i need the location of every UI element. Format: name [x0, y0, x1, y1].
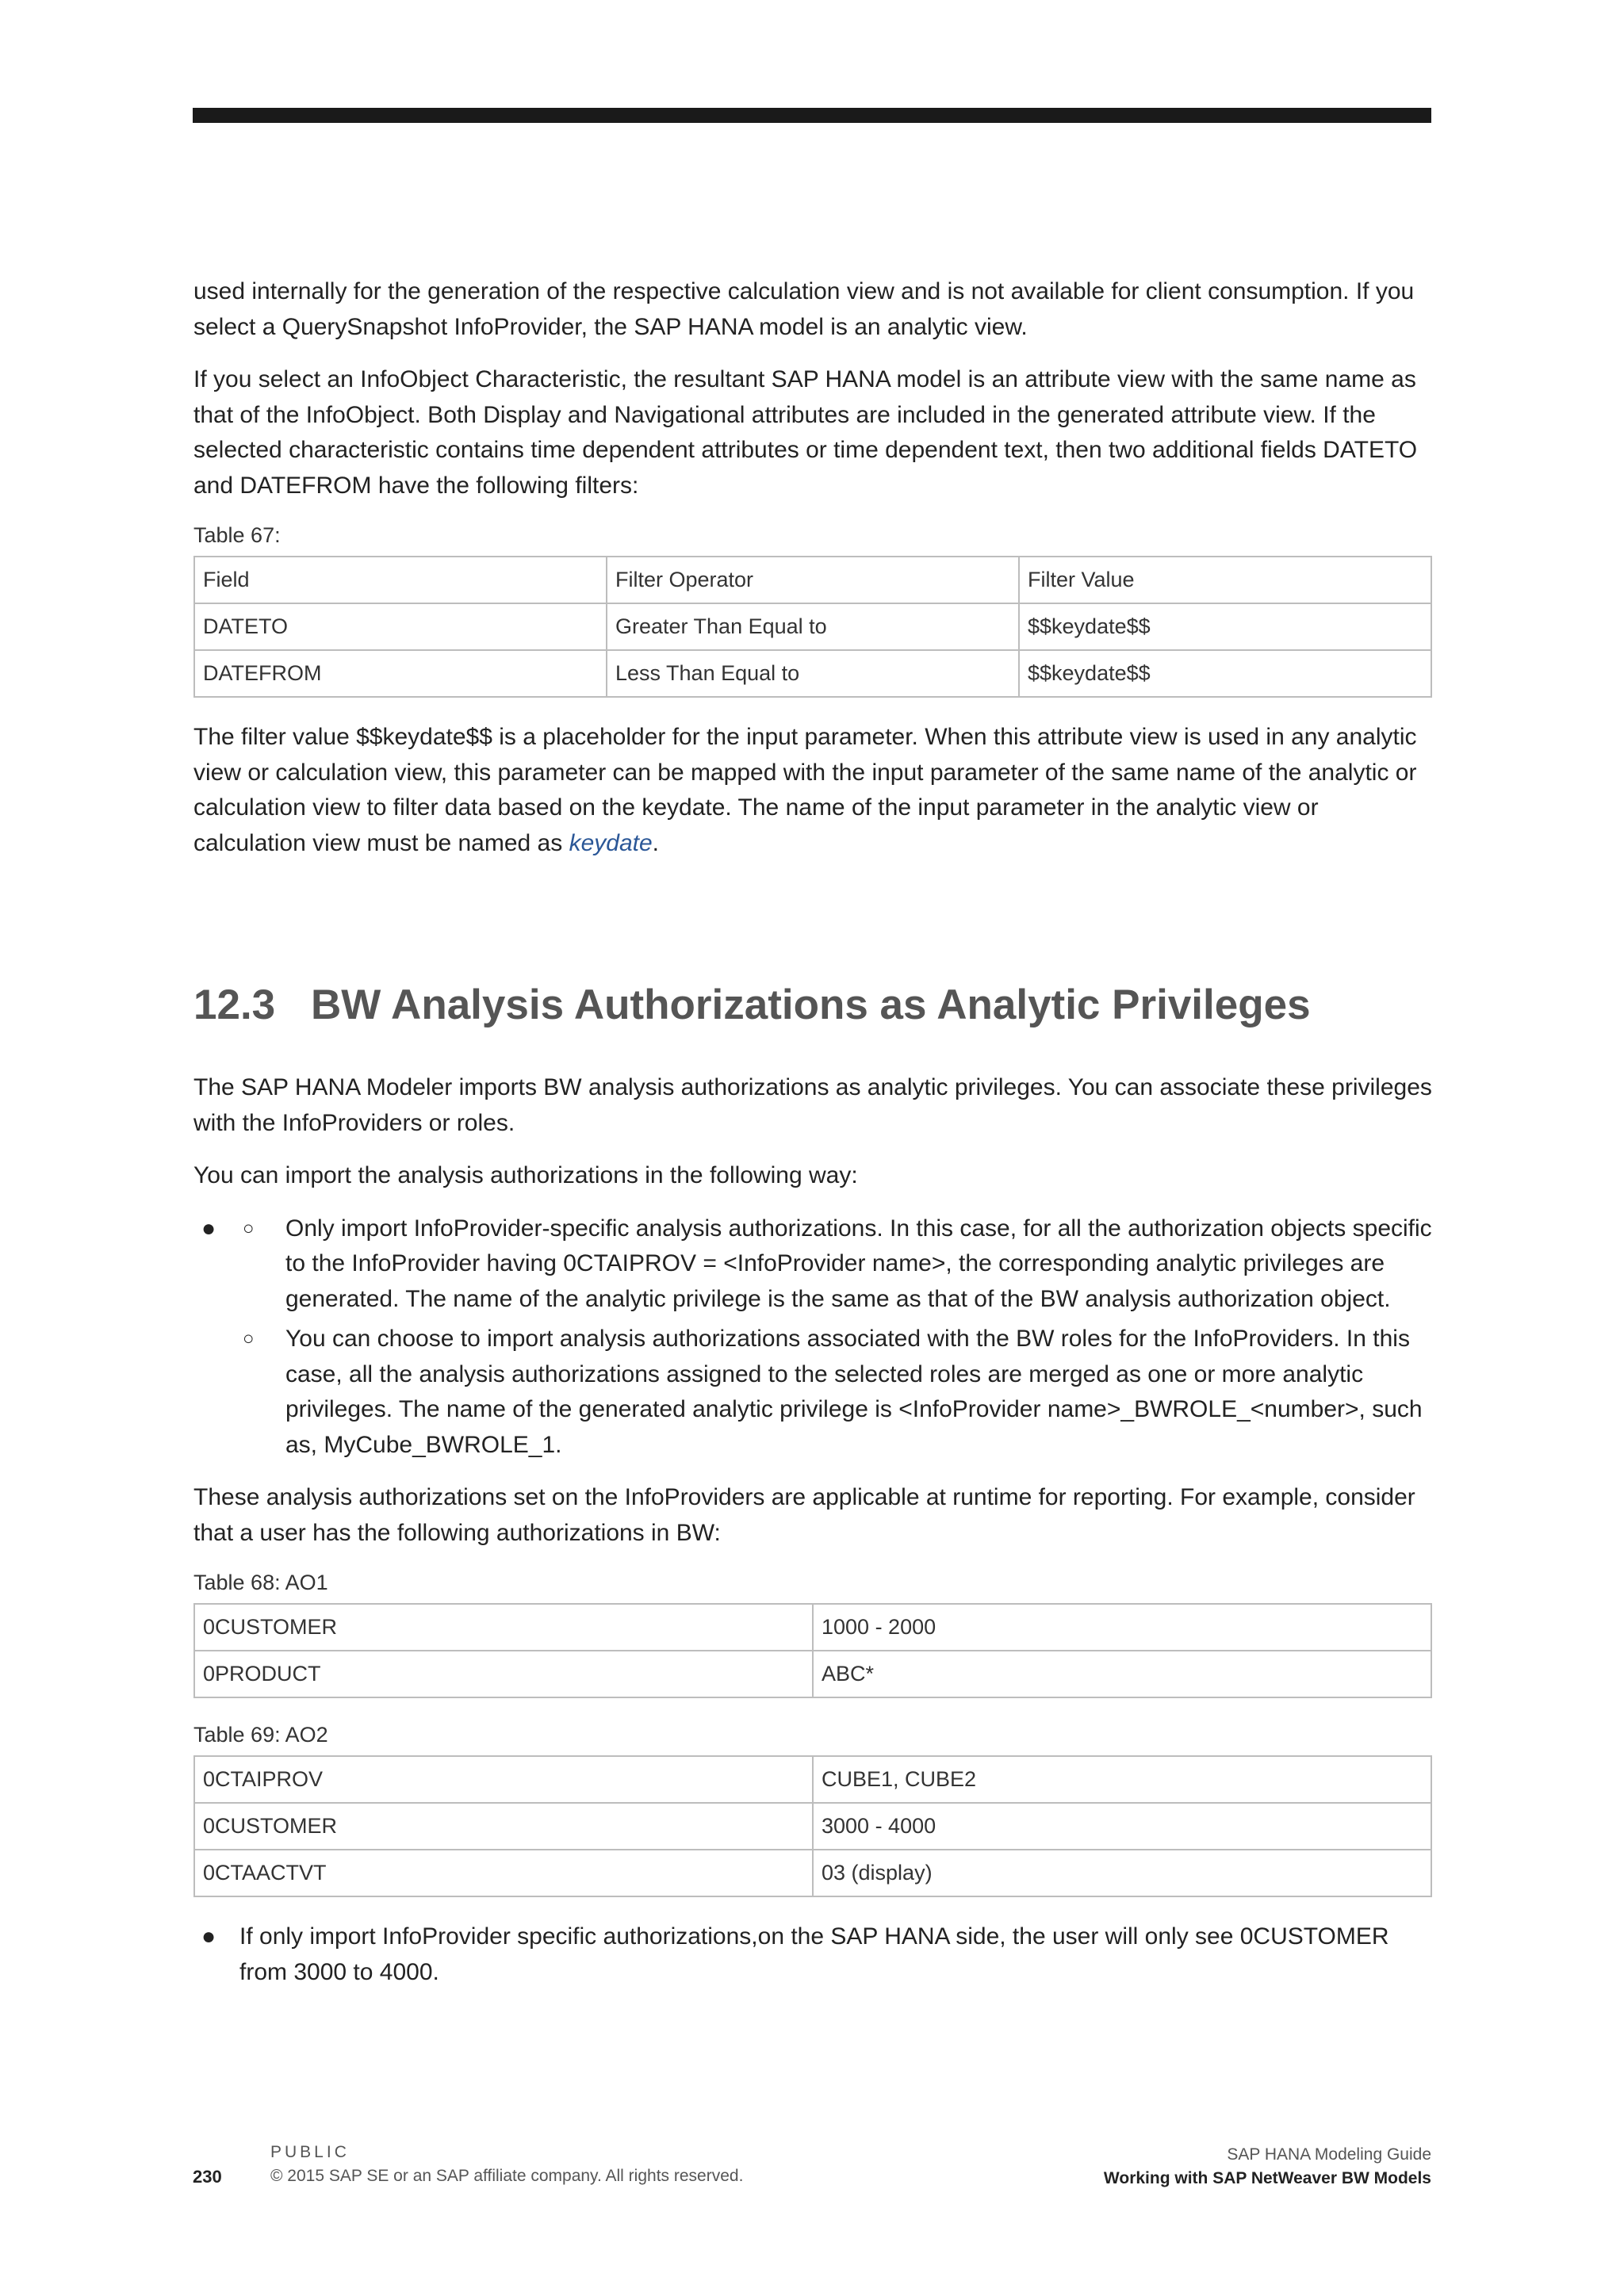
- table-68: [193, 1603, 1432, 1698]
- section-paragraph-2: You can import the analysis authorizations in the following way:: [193, 1162, 858, 1188]
- table-cell: ABC*: [813, 1651, 1431, 1697]
- circle-bullet-icon: ○: [243, 1328, 255, 1349]
- table-cell: Less Than Equal to: [607, 650, 1019, 697]
- circle-bullet-icon: ○: [243, 1217, 255, 1239]
- intro-paragraph-2: If you select an InfoObject Characteristic, the resultant SAP HANA model is an attribute view with the same name as that of the InfoObject. Both Display and Navigational attributes are included in the generated attribute view. If the selected characteristic contains time dependent attributes or time dependent text, then two additional fields DATETO and DATEFROM have the following filters:: [193, 366, 1418, 499]
- table-row: [194, 1803, 1431, 1850]
- table-cell: 0CTAIPROV: [194, 1756, 813, 1803]
- final-list-item: [193, 1919, 1432, 1990]
- filter-note-paragraph: [193, 720, 1432, 861]
- table-cell: 0CUSTOMER: [194, 1604, 813, 1651]
- table-row: [194, 603, 1431, 650]
- section-paragraph-1: The SAP HANA Modeler imports BW analysis authorizations as analytic privileges. You can associate these privileges with the InfoProviders or roles.: [193, 1074, 1432, 1136]
- list-item-text: You can choose to import analysis authorizations associated with the BW roles for the InfoProviders. In this case, all the analysis authorizations assigned to the selected roles are merged as one or more analytic privileges. The name of the generated analytic privilege is <InfoProvider name>_BWROLE_<number>, such as, MyCube_BWROLE_1.: [285, 1326, 1423, 1458]
- bullet-icon: ●: [201, 1923, 216, 1950]
- list-item-text: If only import InfoProvider specific authorizations,on the SAP HANA side, the user will only see 0CUSTOMER from 3000 to 4000.: [239, 1923, 1389, 1985]
- table-cell: DATETO: [194, 603, 607, 650]
- list-item-text: Only import InfoProvider-specific analysis authorizations. In this case, for all the authorization objects specific to the InfoProvider having 0CTAIPROV = <InfoProvider name>, the corresponding analytic privileges are generated. The name of the analytic privilege is the same as that of the BW analysis authorization object.: [285, 1215, 1432, 1312]
- table-header-cell: Field: [194, 557, 607, 603]
- table-cell: Greater Than Equal to: [607, 603, 1019, 650]
- table-67-caption: Table 67:: [193, 523, 281, 547]
- header-rule: [193, 108, 1431, 123]
- table-cell: 0CUSTOMER: [194, 1803, 813, 1850]
- filter-note-text: The filter value $$keydate$$ is a placeholder for the input parameter. When this attribute view is used in any analytic view or calculation view, this parameter can be mapped with the input parameter of the same name of the analytic or calculation view to filter data based on the keydate. The name of the input parameter in the analytic view or calculation view must be named as: [193, 724, 1417, 856]
- keydate-link[interactable]: keydate: [569, 829, 653, 856]
- table-cell: 3000 - 4000: [813, 1803, 1431, 1850]
- bullet-icon: ●: [201, 1215, 216, 1242]
- table-row: [194, 1756, 1431, 1803]
- footer-right: [1104, 2143, 1431, 2191]
- table-cell: DATEFROM: [194, 650, 607, 697]
- table-cell: 0CTAACTVT: [194, 1850, 813, 1896]
- section-number: 12.3: [193, 982, 276, 1028]
- table-69: [193, 1755, 1432, 1897]
- copyright: © 2015 SAP SE or an SAP affiliate company. All rights reserved.: [270, 2167, 744, 2185]
- section-heading: [193, 980, 1432, 1031]
- intro-paragraph-1: used internally for the generation of the respective calculation view and is not available for client consumption. If you select a QuerySnapshot InfoProvider, the SAP HANA model is an analytic view.: [193, 278, 1415, 340]
- table-cell: $$keydate$$: [1019, 650, 1431, 697]
- table-cell: 1000 - 2000: [813, 1604, 1431, 1651]
- section-title: BW Analysis Authorizations as Analytic Privileges: [311, 982, 1311, 1028]
- table-header-cell: Filter Value: [1019, 557, 1431, 603]
- table-header-cell: Filter Operator: [607, 557, 1019, 603]
- list-item: [193, 1322, 1432, 1463]
- table-row: [194, 650, 1431, 697]
- table-header-row: [194, 557, 1431, 603]
- table-row: [194, 1604, 1431, 1651]
- page-content: [193, 274, 1432, 1990]
- table-row: [194, 1651, 1431, 1697]
- table-row: [194, 1850, 1431, 1896]
- guide-title: SAP HANA Modeling Guide: [1227, 2145, 1431, 2164]
- table-cell: 03 (display): [813, 1850, 1431, 1896]
- table-68-caption: Table 68: AO1: [193, 1571, 328, 1594]
- table-cell: $$keydate$$: [1019, 603, 1431, 650]
- table-cell: 0PRODUCT: [194, 1651, 813, 1697]
- table-67: [193, 556, 1432, 698]
- classification-label: PUBLIC: [270, 2143, 350, 2161]
- page-number: 230: [193, 2167, 222, 2187]
- section-paragraph-3: These analysis authorizations set on the InfoProviders are applicable at runtime for reporting. For example, consider that a user has the following authorizations in BW:: [193, 1484, 1415, 1546]
- filter-note-end: .: [652, 829, 659, 856]
- table-cell: CUBE1, CUBE2: [813, 1756, 1431, 1803]
- chapter-title: Working with SAP NetWeaver BW Models: [1103, 2169, 1431, 2187]
- table-69-caption: Table 69: AO2: [193, 1723, 328, 1747]
- list-item: [193, 1211, 1432, 1318]
- bullet-spacer: [193, 1322, 239, 1463]
